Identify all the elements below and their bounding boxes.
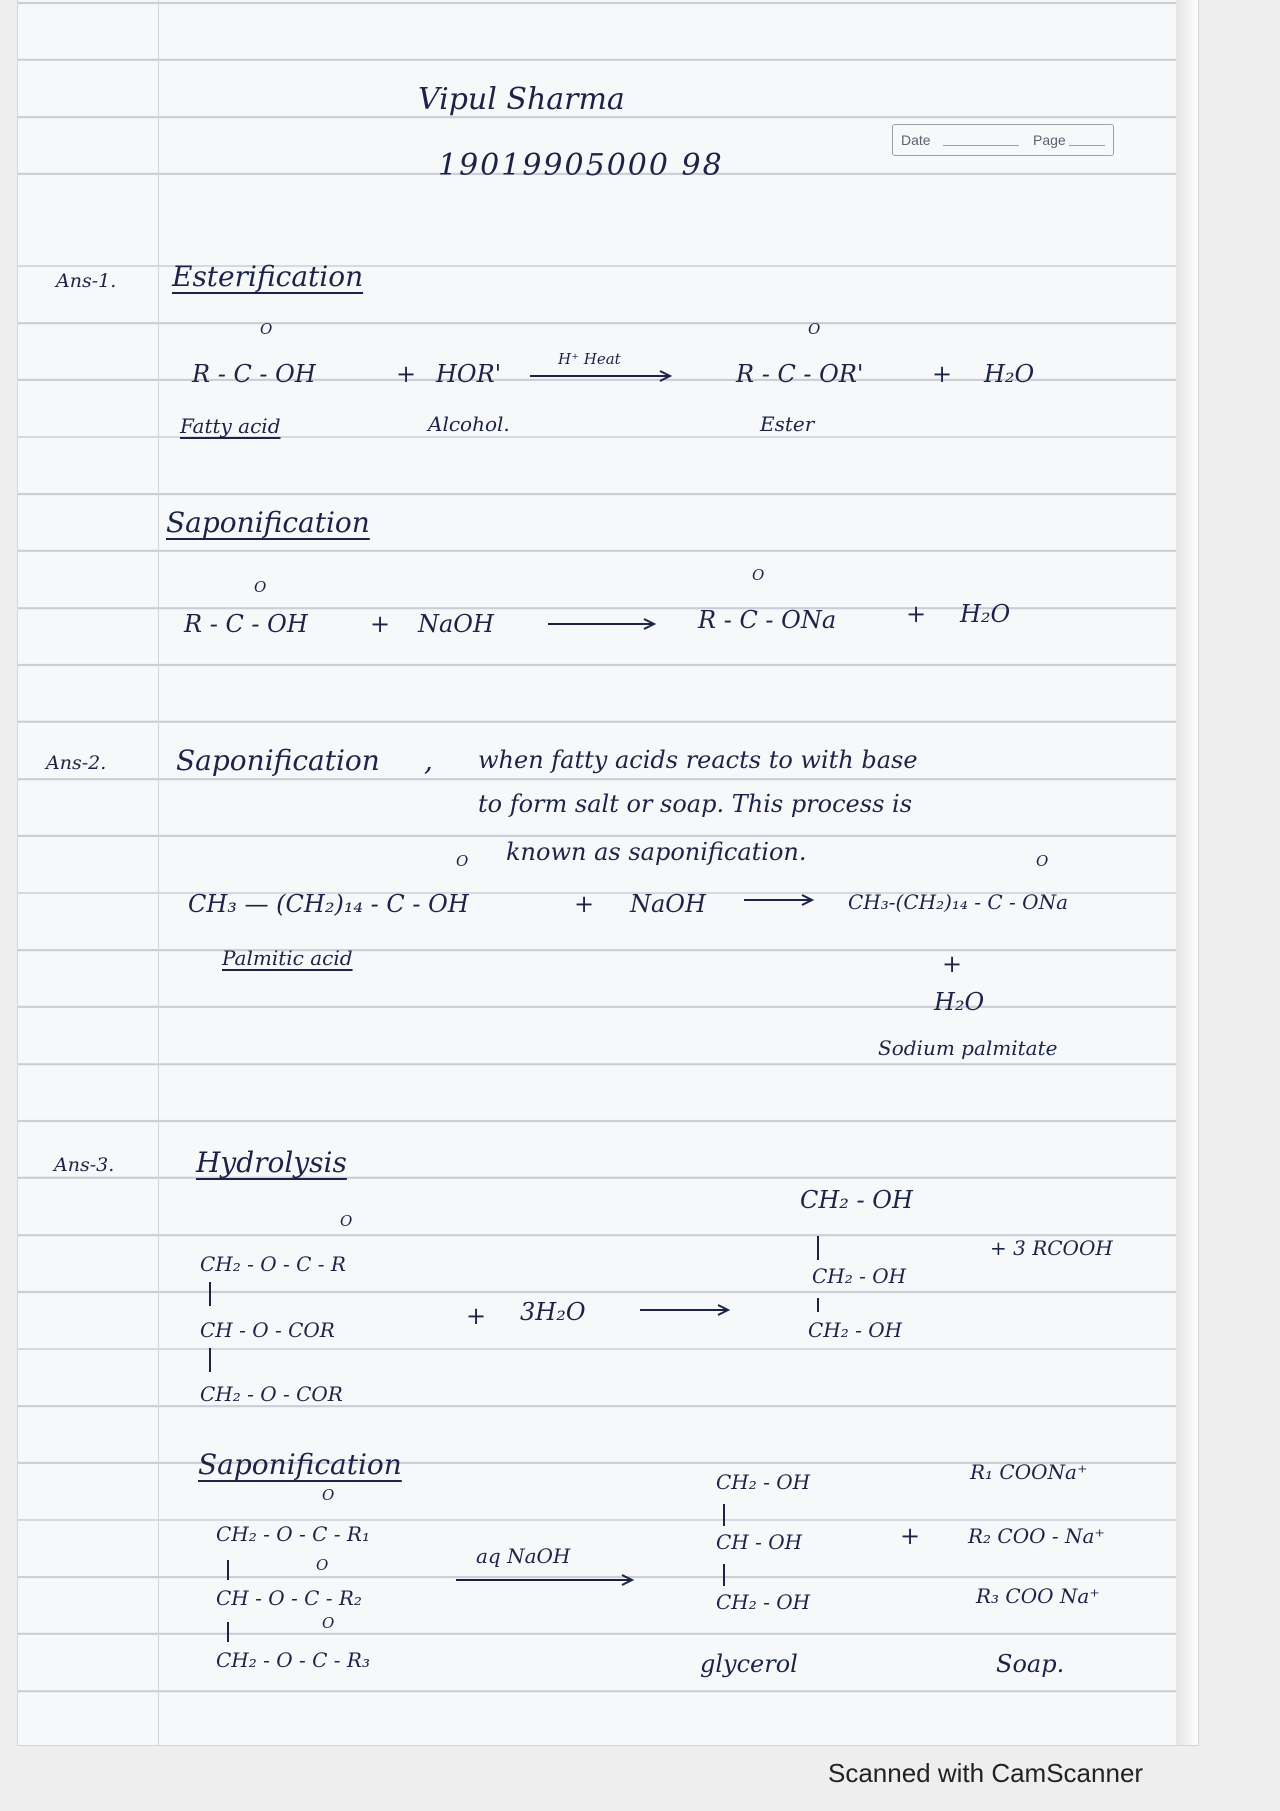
sodium-palmitate-label: Sodium palmitate	[878, 1036, 1058, 1060]
triglyceride-line-2: CH - O - C - R₂	[216, 1586, 362, 1610]
palmitic-acid-label: Palmitic acid	[222, 946, 353, 970]
definition-line-3: known as saponification.	[506, 838, 807, 866]
carbonyl-oxygen: O	[752, 566, 765, 584]
bond-lines	[816, 1222, 820, 1318]
reaction-arrow	[456, 1574, 636, 1586]
ester-formula: R - C - OR'	[736, 360, 864, 388]
bond-lines	[722, 1498, 726, 1594]
glycerol-line-1: CH₂ - OH	[716, 1470, 811, 1494]
saponification-title: Saponification	[198, 1448, 402, 1481]
sodium-palmitate-formula: CH₃-(CH₂)₁₄ - C - ONa	[848, 890, 1068, 914]
triglyceride-line-3: CH₂ - O - COR	[200, 1382, 343, 1406]
answer-1-label: Ans-1.	[56, 270, 117, 292]
glycerol-line-2: CH₂ - OH	[812, 1264, 907, 1288]
carbonyl-oxygen: O	[260, 320, 273, 338]
palmitic-acid-formula: CH₃ — (CH₂)₁₄ - C - OH	[188, 890, 469, 918]
fatty-acid-formula: R - C - OH	[184, 610, 308, 638]
plus-sign: +	[396, 360, 417, 388]
answer-3-label: Ans-3.	[54, 1154, 115, 1176]
reagent-label: aq NaOH	[476, 1544, 571, 1568]
salt-formula: R - C - ONa	[698, 606, 837, 634]
esterification-title: Esterification	[172, 260, 364, 293]
hydrolysis-title: Hydrolysis	[196, 1146, 347, 1179]
water-formula: H₂O	[960, 600, 1011, 628]
carbonyl-oxygen: O	[322, 1486, 335, 1504]
reaction-arrow	[640, 1304, 732, 1316]
soap-formula-1: R₁ COONa⁺	[970, 1460, 1088, 1484]
carbonyl-oxygen: O	[1036, 852, 1049, 870]
glycerol-label: glycerol	[700, 1650, 798, 1678]
triglyceride-line-2: CH - O - COR	[200, 1318, 335, 1342]
saponification-title: Saponification	[176, 744, 380, 777]
plus-sign: +	[466, 1302, 487, 1330]
date-page-box	[892, 124, 1114, 156]
student-name: Vipul Sharma	[418, 82, 625, 117]
plus-sign: +	[906, 600, 927, 628]
page-label: Page	[1033, 132, 1066, 148]
base-formula: NaOH	[630, 890, 706, 918]
bond-lines	[226, 1556, 230, 1652]
alcohol-label: Alcohol.	[428, 412, 510, 436]
base-formula: NaOH	[418, 610, 494, 638]
plus-sign: +	[370, 610, 391, 638]
glycerol-line-3: CH₂ - OH	[716, 1590, 811, 1614]
fatty-acid-label: Fatty acid	[180, 414, 281, 438]
plus-sign: +	[900, 1522, 921, 1550]
glycerol-line-2: CH - OH	[716, 1530, 803, 1554]
water-formula: H₂O	[934, 988, 985, 1016]
definition-line-2: to form salt or soap. This process is	[478, 790, 913, 818]
definition-line-1: when fatty acids reacts to with base	[478, 746, 918, 774]
triglyceride-line-1: CH₂ - O - C - R₁	[216, 1522, 370, 1546]
glycerol-line-3: CH₂ - OH	[808, 1318, 903, 1342]
margin-line	[158, 0, 159, 1745]
carbonyl-oxygen: O	[316, 1556, 329, 1574]
plus-sign: +	[942, 950, 963, 978]
saponification-title: Saponification	[166, 506, 370, 539]
bond-lines	[208, 1282, 212, 1382]
plus-sign: +	[932, 360, 953, 388]
water-formula: H₂O	[984, 360, 1035, 388]
reaction-arrow	[530, 370, 672, 382]
scanner-watermark: Scanned with CamScanner	[828, 1758, 1144, 1788]
date-label: Date	[901, 132, 931, 148]
fatty-acid-product: + 3 RCOOH	[990, 1236, 1113, 1260]
student-roll-number: 19019905000 98	[438, 148, 724, 183]
carbonyl-oxygen: O	[322, 1614, 335, 1632]
soap-formula-2: R₂ COO - Na⁺	[968, 1524, 1105, 1548]
carbonyl-oxygen: O	[254, 578, 267, 596]
soap-label: Soap.	[996, 1650, 1065, 1678]
soap-formula-3: R₃ COO Na⁺	[976, 1584, 1100, 1608]
carbonyl-oxygen: O	[340, 1212, 353, 1230]
answer-2-label: Ans-2.	[46, 752, 107, 774]
plus-sign: +	[574, 890, 595, 918]
glycerol-line-1: CH₂ - OH	[800, 1186, 913, 1214]
carbonyl-oxygen: O	[456, 852, 469, 870]
reaction-condition: H⁺ Heat	[558, 350, 621, 368]
water-formula: 3H₂O	[520, 1298, 586, 1326]
triglyceride-line-1: CH₂ - O - C - R	[200, 1252, 346, 1276]
page-binding	[1176, 0, 1198, 1745]
fatty-acid-formula: R - C - OH	[192, 360, 316, 388]
ester-label: Ester	[760, 412, 815, 436]
triglyceride-line-3: CH₂ - O - C - R₃	[216, 1648, 370, 1672]
reaction-arrow	[548, 618, 658, 630]
carbonyl-oxygen: O	[808, 320, 821, 338]
reaction-arrow	[744, 894, 816, 906]
separator: ,	[424, 744, 433, 777]
alcohol-formula: HOR'	[436, 360, 502, 388]
